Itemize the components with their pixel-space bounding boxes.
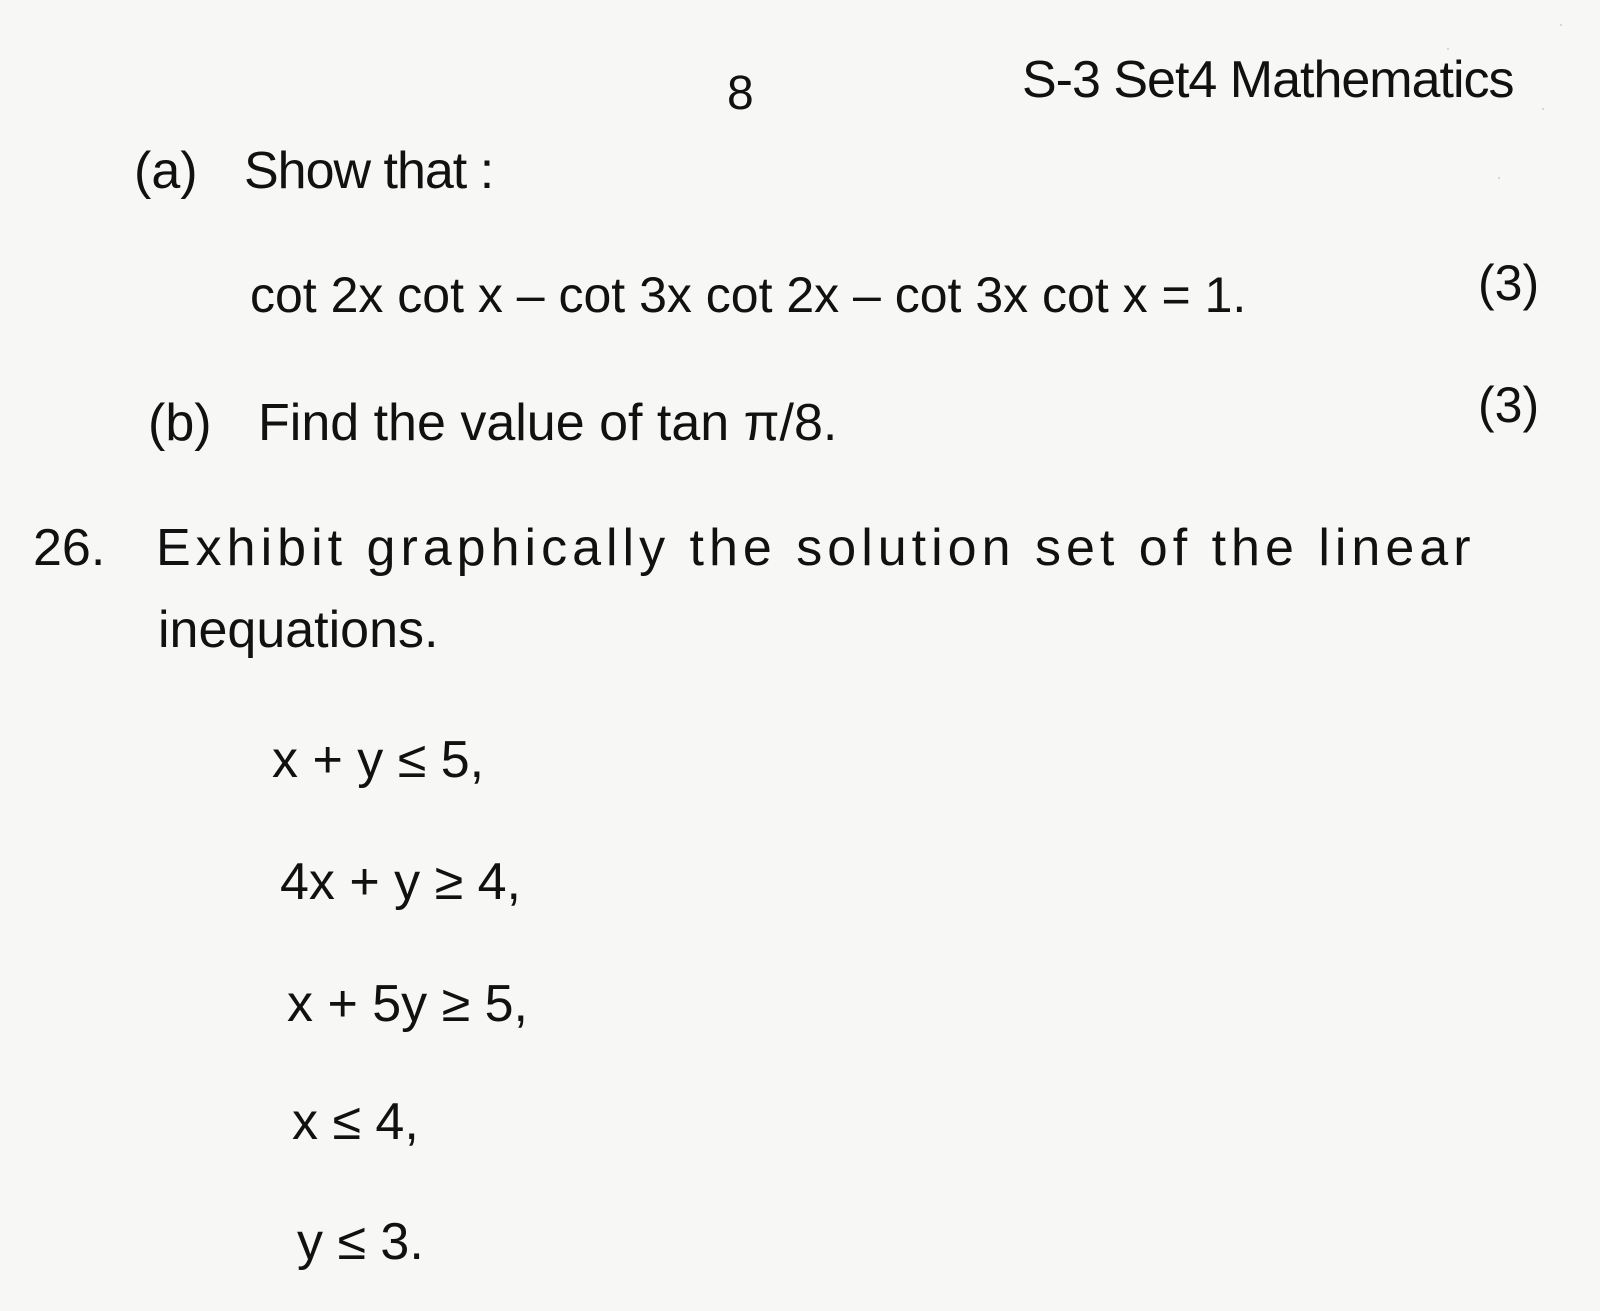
question-26-text-line-1: Exhibit graphically the solution set of the linear xyxy=(156,519,1476,577)
scan-speck xyxy=(1542,108,1544,110)
scan-speck xyxy=(1447,48,1449,50)
question-26-text-line-2: inequations. xyxy=(158,601,439,659)
inequation-4: x ≤ 4, xyxy=(292,1093,419,1151)
inequation-5: y ≤ 3. xyxy=(297,1213,424,1271)
inequation-2: 4x + y ≥ 4, xyxy=(280,853,521,911)
part-a-prompt: Show that : xyxy=(244,142,494,200)
part-a-marks: (3) xyxy=(1478,255,1540,311)
part-a-label: (a) xyxy=(134,142,198,200)
inequation-1: x + y ≤ 5, xyxy=(272,731,485,789)
part-b-marks: (3) xyxy=(1478,377,1540,433)
scan-speck xyxy=(1498,177,1500,179)
paper-title: S-3 Set4 Mathematics xyxy=(1022,51,1514,109)
scan-speck xyxy=(1560,24,1562,26)
part-b-label: (b) xyxy=(148,394,212,452)
trig-identity-equation: cot 2x cot x – cot 3x cot 2x – cot 3x cot x = 1. xyxy=(250,267,1247,323)
question-26-number: 26. xyxy=(33,519,106,577)
inequation-3: x + 5y ≥ 5, xyxy=(287,975,528,1033)
page-number: 8 xyxy=(727,67,754,120)
part-b-prompt: Find the value of tan π/8. xyxy=(258,394,838,452)
